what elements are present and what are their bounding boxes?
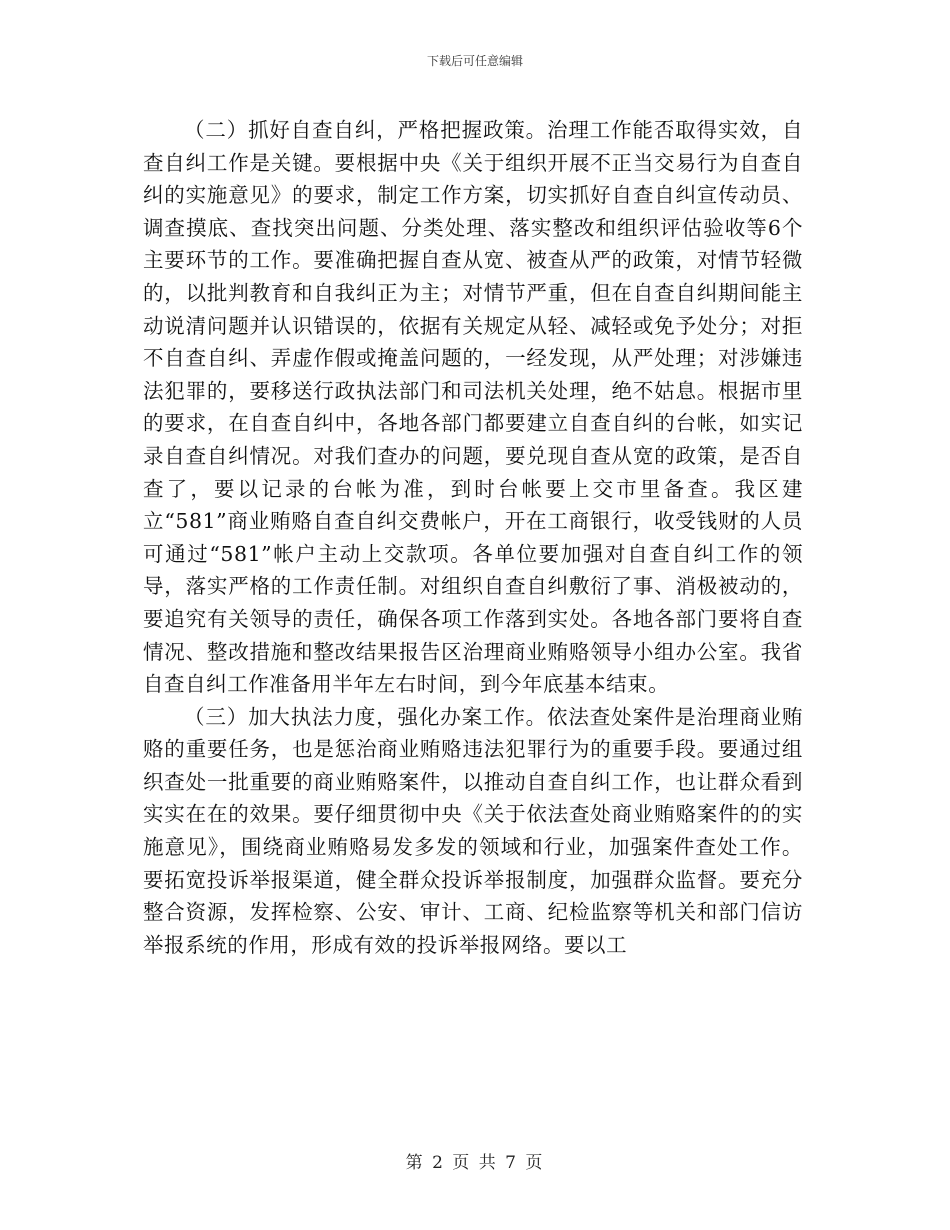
body-text xyxy=(143,114,803,961)
paragraph-law-enforcement: （三）加大执法力度，强化办案工作。依法查处案件是治理商业贿赂的重要任务，也是惩治商业贿赂违法犯罪行为的重要手段。要通过组织查处一批重要的商业贿赂案件，以推动自查自纠工作，也让群众看到实实在在的效果。要仔细贯彻中央《关于依法查处商业贿赂案件的的实施意见》，围绕商业贿赂易发多发的领域和行业，加强案件查处工作。要拓宽投诉举报渠道，健全群众投诉举报制度，加强群众监督。要充分整合资源，发挥检察、公安、审计、工商、纪检监察等机关和部门信访举报系统的作用，形成有效的投诉举报网络。要以工 xyxy=(143,704,803,957)
page-header-note: 下载后可任意编辑 xyxy=(426,54,523,68)
page-number-footer: 第 2 页 共 7 页 xyxy=(405,1153,545,1173)
paragraph-self-inspection: （二）抓好自查自纠，严格把握政策。治理工作能否取得实效，自查自纠工作是关键。要根据中央《关于组织开展不正当交易行为自查自纠的实施意见》的要求，制定工作方案，切实抓好自查自纠宣传动员、调查摸底、查找突出问题、分类处理、落实整改和组织评估验收等6个主要环节的工作。要准确把握自查从宽、被查从严的政策，对情节轻微的，以批判教育和自我纠正为主；对情节严重，但在自查自纠期间能主动说清问题并认识错误的，依据有关规定从轻、减轻或免予处分；对拒不自查自纠、弄虚作假或掩盖问题的，一经发现，从严处理；对涉嫌违法犯罪的，要移送行政执法部门和司法机关处理，绝不姑息。根据市里的要求，在自查自纠中，各地各部门都要建立自查自纠的台帐，如实记录自查自纠情况。对我们查办的问题，要兑现自查从宽的政策，是否自查了，要以记录的台帐为准，到时台帐要上交市里备查。我区建立“581”商业贿赂自查自纠交费帐户，开在工商银行，收受钱财的人员可通过“581”帐户主动上交款项。各单位要加强对自查自纠工作的领导，落实严格的工作责任制。对组织自查自纠敷衍了事、消极被动的，要追究有关领导的责任，确保各项工作落到实处。各地各部门要将自查情况、整改措施和整改结果报告区治理商业贿赂领导小组办公室。我省自查自纠工作准备用半年左右时间，到今年底基本结束。 xyxy=(143,118,803,697)
